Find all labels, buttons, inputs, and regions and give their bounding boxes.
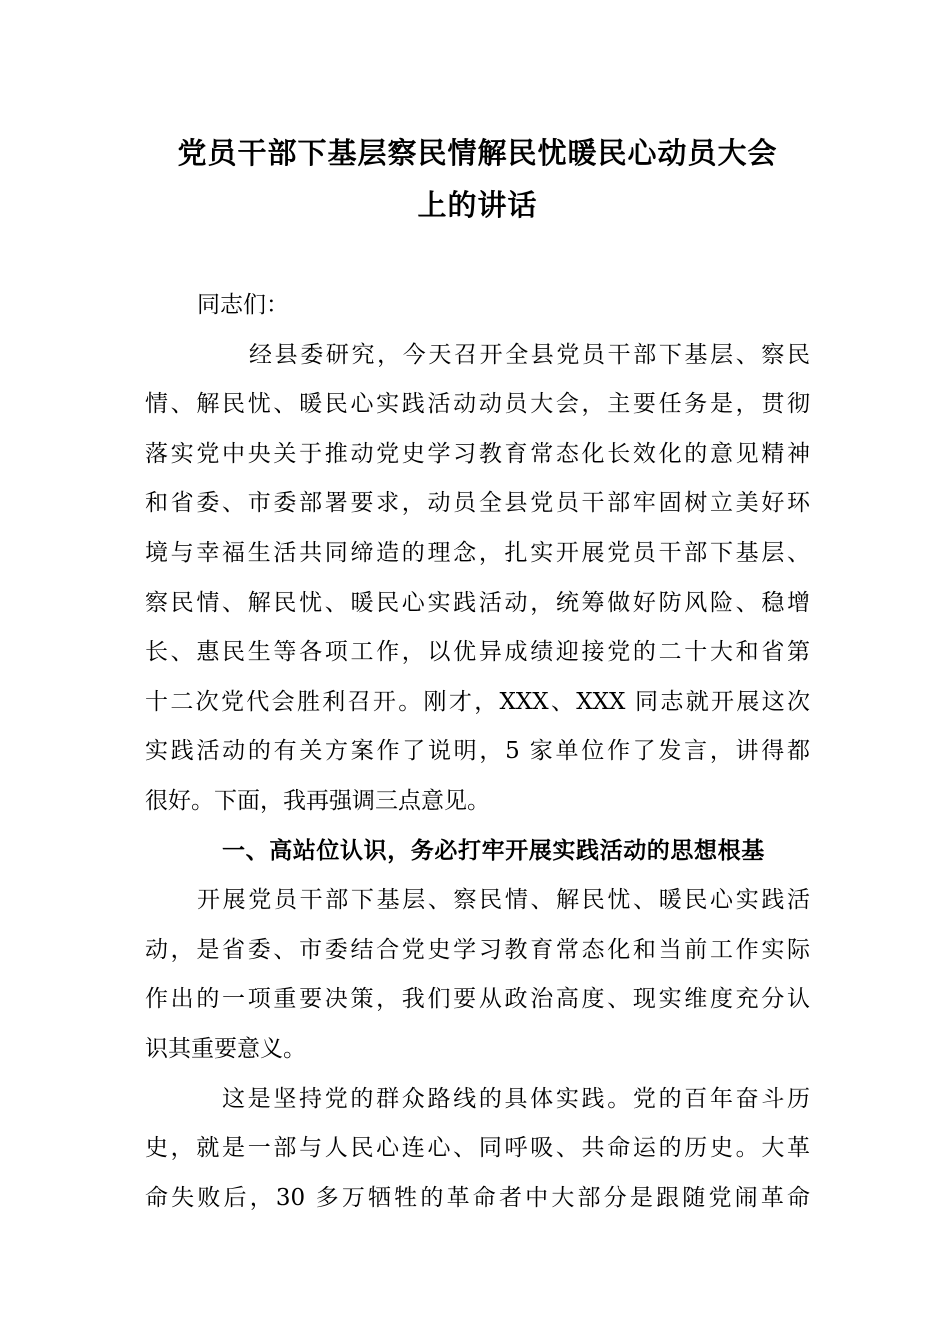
paragraph-intro: [145, 331, 810, 827]
paragraph-line: 实践活动的有关方案作了说明，5 家单位作了发言，讲得都: [145, 738, 810, 765]
paragraph-line: 察民情、解民忧、暖民心实践活动，统筹做好防风险、稳增: [145, 589, 810, 616]
title-line-1: 党员干部下基层察民情解民忧暖民心动员大会: [177, 136, 778, 170]
paragraph-line: 和省委、市委部署要求，动员全县党员干部牢固树立美好环: [145, 490, 810, 517]
title-line-2: 上的讲话: [417, 188, 538, 222]
paragraph-line: 动，是省委、市委结合党史学习教育常态化和当前工作实际: [145, 936, 810, 963]
paragraph-mass-line: [145, 1075, 810, 1224]
paragraph-line: 史，就是一部与人民心连心、同呼吸、共命运的历史。大革: [145, 1135, 810, 1162]
document-title: [145, 127, 810, 231]
paragraph-line: 这是坚持党的群众路线的具体实践。党的百年奋斗历: [222, 1085, 810, 1112]
greeting: 同志们：: [197, 292, 289, 318]
paragraph-line: 开展党员干部下基层、察民情、解民忧、暖民心实践活: [197, 887, 810, 914]
section-heading: 一、高站位认识，务必打牢开展实践活动的思想根基: [222, 837, 765, 864]
paragraph-line: 落实党中央关于推动党史学习教育常态化长效化的意见精神: [145, 440, 810, 467]
paragraph-line: 识其重要意义。: [145, 1035, 306, 1062]
paragraph-line: 十二次党代会胜利召开。刚才，XXX、XXX 同志就开展这次: [145, 688, 810, 715]
paragraph-line: 境与幸福生活共同缔造的理念，扎实开展党员干部下基层、: [145, 539, 810, 566]
paragraph-line: 长、惠民生等各项工作，以优异成绩迎接党的二十大和省第: [145, 639, 810, 666]
paragraph-line: 命失败后，30 多万牺牲的革命者中大部分是跟随党闹革命: [145, 1184, 810, 1211]
speech-text: [145, 281, 810, 1223]
paragraph-significance: [145, 876, 810, 1074]
paragraph-line: 很好。下面，我再强调三点意见。: [145, 787, 490, 814]
paragraph-line: 经县委研究，今天召开全县党员干部下基层、察民: [249, 341, 810, 368]
paragraph-line: 情、解民忧、暖民心实践活动动员大会，主要任务是，贯彻: [145, 391, 810, 418]
paragraph-line: 作出的一项重要决策，我们要从政治高度、现实维度充分认: [145, 986, 810, 1013]
